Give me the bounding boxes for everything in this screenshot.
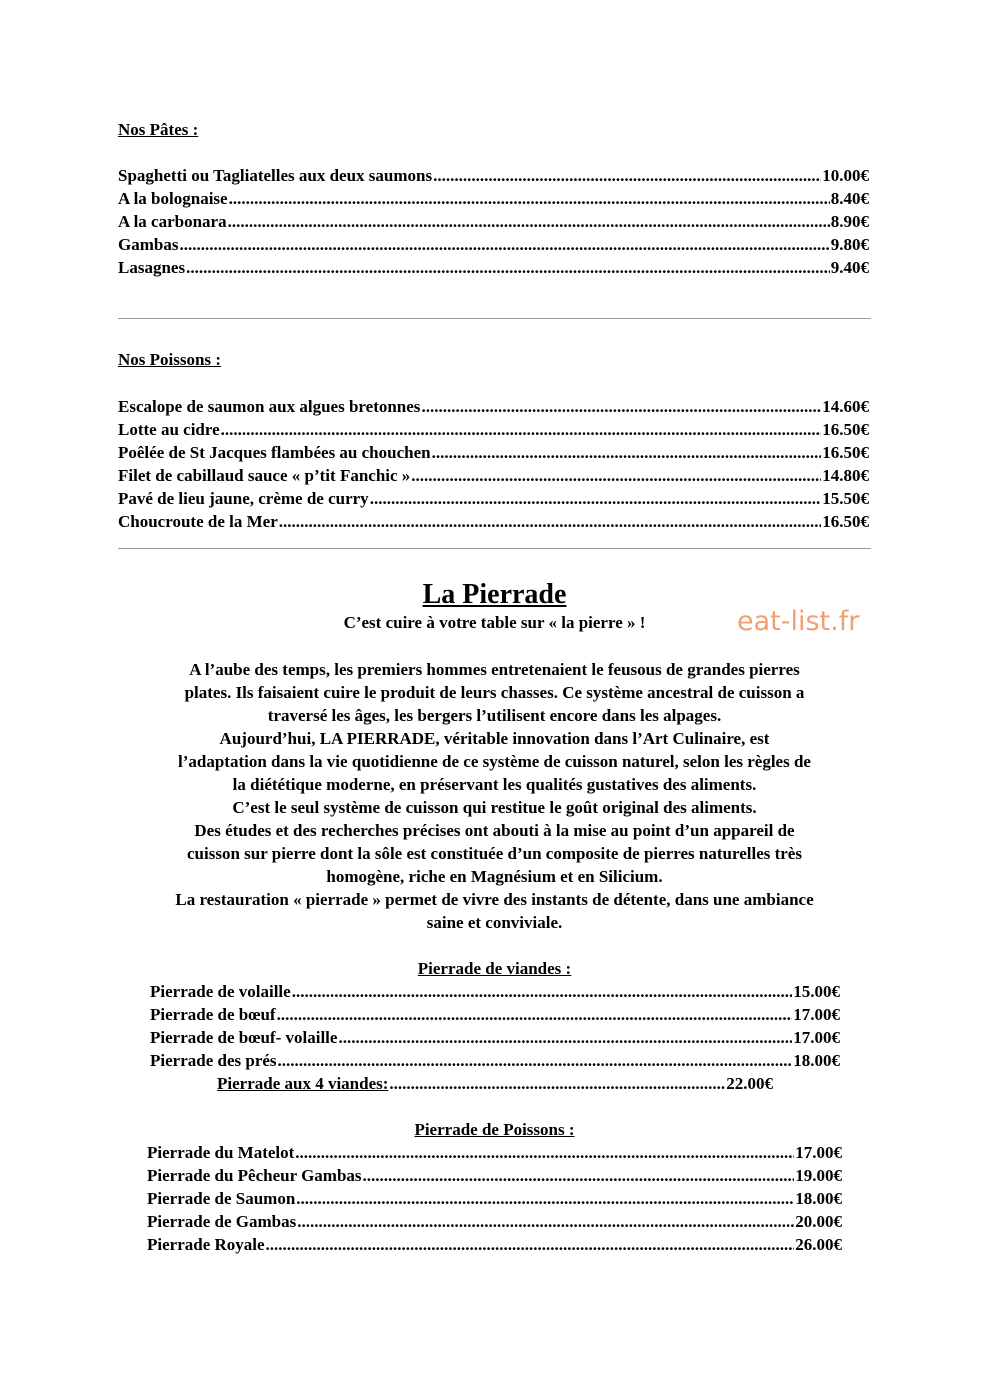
divider: [118, 548, 871, 549]
item-name: Gambas: [118, 235, 179, 254]
divider: [118, 318, 871, 319]
item-name: Pierrade de bœuf: [150, 1005, 276, 1024]
watermark-logo: eat-list.fr: [737, 606, 860, 637]
item-price: 19.00€: [795, 1166, 842, 1185]
intro-line: Des études et des recherches précises ont abouti à la mise au point d’un appareil de: [194, 821, 795, 840]
leader-dots: [421, 395, 821, 418]
item-price: 9.80€: [830, 235, 869, 254]
item-name: Pierrade du Matelot: [147, 1143, 295, 1162]
special-item: [217, 1072, 773, 1095]
leader-dots: [297, 1210, 794, 1233]
menu-item: [150, 980, 840, 1003]
item-name: Pierrade de Gambas: [147, 1212, 297, 1231]
item-price: 15.00€: [793, 982, 840, 1001]
item-name: Pierrade des prés: [150, 1051, 277, 1070]
menu-item: [150, 1003, 840, 1026]
leader-dots: [229, 187, 830, 210]
leader-dots: [279, 510, 822, 533]
item-name: A la carbonara: [118, 212, 227, 231]
menu-item: [147, 1210, 842, 1233]
pates-heading: Nos Pâtes :: [118, 120, 199, 139]
leader-dots: [296, 1187, 794, 1210]
intro-line: plates. Ils faisaient cuire le produit de leurs chasses. Ce système ancestral de cuisson a: [184, 683, 805, 702]
poissons-heading-text: Nos Poissons: [118, 350, 212, 369]
leader-dots: [411, 464, 821, 487]
menu-item: [217, 1072, 773, 1095]
menu-item: [147, 1233, 842, 1256]
item-price: 16.50€: [822, 443, 869, 462]
menu-item: [118, 210, 869, 233]
leader-dots: [295, 1141, 794, 1164]
item-price: 26.00€: [795, 1235, 842, 1254]
item-price: 8.90€: [830, 212, 869, 231]
menu-item: [147, 1187, 842, 1210]
item-name: Pierrade aux 4 viandes:: [217, 1074, 389, 1093]
viandes-list: [150, 980, 840, 1072]
intro-line: l’adaptation dans la vie quotidienne de ce système de cuisson naturel, selon les règles de: [178, 752, 811, 771]
leader-dots: [186, 256, 830, 279]
item-name: Filet de cabillaud sauce « p’tit Fanchic »: [118, 466, 411, 485]
menu-item: [147, 1164, 842, 1187]
intro-line: saine et conviviale.: [426, 913, 563, 932]
intro-line: La restauration « pierrade » permet de vivre des instants de détente, dans une ambiance: [175, 890, 814, 909]
item-name: Pierrade de volaille: [150, 982, 291, 1001]
item-name: Spaghetti ou Tagliatelles aux deux saumons: [118, 166, 433, 185]
intro-line: la diététique moderne, en préservant les qualités gustatives des aliments.: [232, 775, 757, 794]
item-name: Pierrade de Saumon: [147, 1189, 296, 1208]
menu-item: [150, 1049, 840, 1072]
poissons-heading: [118, 349, 221, 371]
item-price: 18.00€: [793, 1051, 840, 1070]
menu-item: [118, 510, 869, 533]
leader-dots: [292, 980, 793, 1003]
item-name: Lasagnes: [118, 258, 186, 277]
item-name: A la bolognaise: [118, 189, 228, 208]
item-price: 8.40€: [830, 189, 869, 208]
intro-line: cuisson sur pierre dont la sôle est constituée d’un composite de pierres naturelles très: [187, 844, 802, 863]
item-price: 14.60€: [822, 397, 869, 416]
leader-dots: [389, 1072, 725, 1095]
intro-line: A l’aube des temps, les premiers hommes entretenaient le feusous de grandes pierres: [189, 660, 800, 679]
intro-line: Aujourd’hui, LA PIERRADE, véritable innovation dans l’Art Culinaire, est: [219, 729, 770, 748]
leader-dots: [363, 1164, 795, 1187]
menu-item: [118, 395, 869, 418]
menu-item: [147, 1141, 842, 1164]
leader-dots: [277, 1003, 793, 1026]
item-price: 16.50€: [822, 512, 869, 531]
pierrade-subtitle: C’est cuire à votre table sur « la pierre » !: [343, 613, 646, 632]
leader-dots: [433, 164, 821, 187]
intro-line: C’est le seul système de cuisson qui restitue le goût original des aliments.: [232, 798, 757, 817]
pierrade-intro: [112, 658, 877, 934]
poissons-pierrade-heading: Pierrade de Poissons :: [414, 1120, 575, 1139]
leader-dots: [278, 1049, 793, 1072]
item-name: Choucroute de la Mer: [118, 512, 278, 531]
item-price: 22.00€: [726, 1074, 773, 1093]
item-name: Poêlée de St Jacques flambées au chouchen: [118, 443, 431, 462]
item-price: 18.00€: [795, 1189, 842, 1208]
menu-item: [118, 487, 869, 510]
intro-line: homogène, riche en Magnésium et en Silicium.: [326, 867, 663, 886]
item-price: 10.00€: [822, 166, 869, 185]
item-price: 9.40€: [830, 258, 869, 277]
item-name: Pierrade Royale: [147, 1235, 265, 1254]
menu-item: [118, 441, 869, 464]
item-name: Escalope de saumon aux algues bretonnes: [118, 397, 421, 416]
leader-dots: [179, 233, 829, 256]
leader-dots: [370, 487, 822, 510]
menu-item: [118, 233, 869, 256]
menu-item: [118, 464, 869, 487]
item-price: 14.80€: [822, 466, 869, 485]
menu-item: [150, 1026, 840, 1049]
item-name: Pierrade du Pêcheur Gambas: [147, 1166, 362, 1185]
poissons-pierrade-list: [147, 1141, 842, 1256]
leader-dots: [221, 418, 822, 441]
item-price: 17.00€: [795, 1143, 842, 1162]
item-price: 15.50€: [822, 489, 869, 508]
item-price: 16.50€: [822, 420, 869, 439]
item-name: Pierrade de bœuf- volaille: [150, 1028, 338, 1047]
item-name: Pavé de lieu jaune, crème de curry: [118, 489, 369, 508]
intro-line: traversé les âges, les bergers l’utilisent encore dans les alpages.: [267, 706, 722, 725]
leader-dots: [338, 1026, 792, 1049]
item-name: Lotte au cidre: [118, 420, 220, 439]
leader-dots: [432, 441, 822, 464]
item-price: 20.00€: [795, 1212, 842, 1231]
menu-item: [118, 187, 869, 210]
poissons-heading-suffix: :: [211, 350, 221, 369]
leader-dots: [266, 1233, 795, 1256]
menu-item: [118, 418, 869, 441]
poissons-list: [118, 395, 869, 533]
viandes-heading: Pierrade de viandes :: [417, 959, 572, 978]
menu-item: [118, 256, 869, 279]
pates-list: [118, 164, 869, 279]
menu-item: [118, 164, 869, 187]
item-price: 17.00€: [793, 1005, 840, 1024]
pierrade-title: La Pierrade: [422, 579, 567, 610]
item-price: 17.00€: [793, 1028, 840, 1047]
leader-dots: [228, 210, 830, 233]
